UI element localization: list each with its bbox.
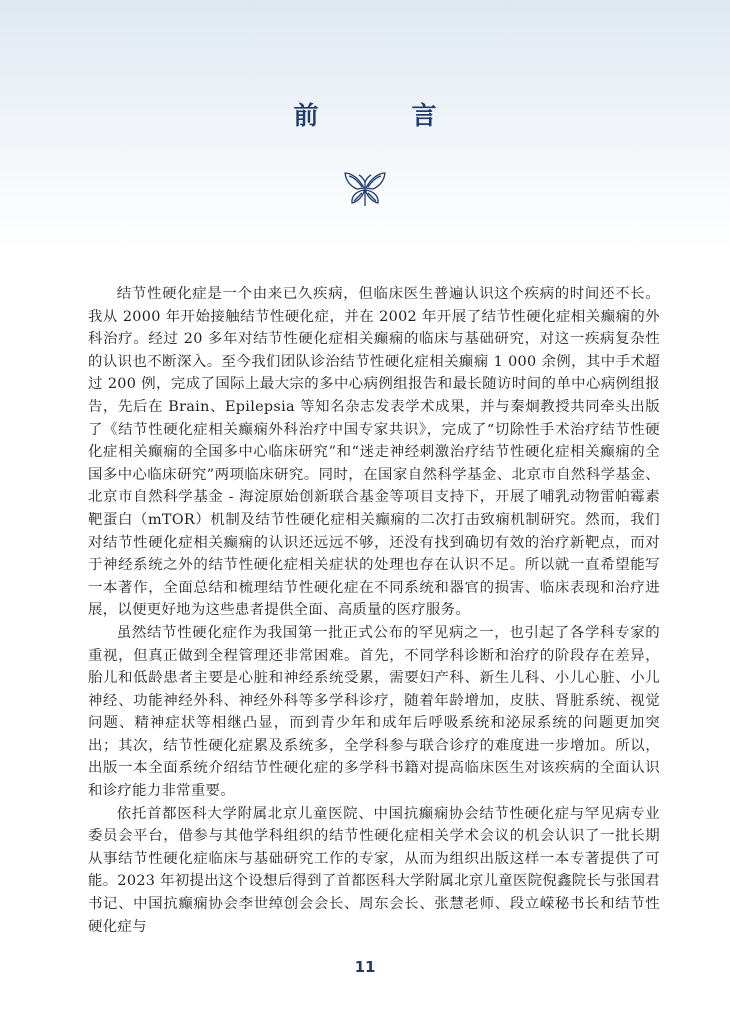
page-title: 前 言 — [293, 101, 471, 130]
paragraph: 虽然结节性硬化症作为我国第一批正式公布的罕见病之一，也引起了各学科专家的重视，但真正做到全程管理还非常困难。首先，不同学科诊断和治疗的阶段存在差异，胎儿和低龄患者主要是心脏和神经系统受累，需要妇产科、新生儿科、小儿心脏、小儿神经、功能神经外科、神经外科等多学科诊疗，随着年龄增加，皮肤、肾脏系统、视觉问题、精神症状等相继凸显，而到青少年和成年后呼吸系统和泌尿系统的问题更加突出；其次，结节性硬化症累及系统多，全学科参与联合诊疗的难度进一步增加。所以，出版一本全面系统介绍结节性硬化症的多学科书籍对提高临床医生对该疾病的全面认识和诊疗能力非常重要。 — [88, 624, 660, 800]
page-number: 11 — [354, 958, 376, 976]
paragraph: 结节性硬化症是一个由来已久疾病，但临床医生普遍认识这个疾病的时间还不长。我从 2000 年开始接触结节性硬化症，并在 2002 年开展了结节性硬化症相关癫痫的外科治疗。经过 20 多年对结节性硬化症相关癫痫的临床与基础研究，对这一疾病复杂性的认识也不断深入。至今我们团队诊治结节性硬化症相关癫痫 1 000 余例，其中手术超过 200 例，完成了国际上最大宗的多中心病例组报告和最长随访时间的单中心病例组报告，先后在 Brain、Epilepsia 等知名杂志发表学术成果，并与秦炯教授共同牵头出版了《结节性硬化症相关癫痫外科治疗中国专家共识》，完成了“切除性手术治疗结节性硬化症相关癫痫的全国多中心临床研究”和“迷走神经刺激治疗结节性硬化症相关癫痫的全国多中心临床研究”两项临床研究。同时，在国家自然科学基金、北京市自然科学基金、北京市自然科学基金 - 海淀原始创新联合基金等项目支持下，开展了哺乳动物雷帕霉素靶蛋白（mTOR）机制及结节性硬化症相关癫痫的二次打击致痫机制研究。然而，我们对结节性硬化症相关癫痫的认识还远远不够，还没有找到确切有效的治疗新靶点，而对于神经系统之外的结节性硬化症相关症状的处理也存在认识不足。所以就一直希望能写一本著作，全面总结和梳理结节性硬化症在不同系统和器官的损害、临床表现和治疗进展，以便更好地为这些患者提供全面、高质量的医疗服务。 — [88, 286, 660, 619]
preface-body — [88, 283, 660, 938]
paragraph: 依托首都医科大学附属北京儿童医院、中国抗癫痫协会结节性硬化症与罕见病专业委员会平台，借参与其他学科组织的结节性硬化症相关学术会议的机会认识了一批长期从事结节性硬化症临床与基础研究工作的专家，从而为组织出版这样一本专著提供了可能。2023 年初提出这个设想后得到了首都医科大学附属北京儿童医院倪鑫院长与张国君书记、中国抗癫痫协会李世绰创会会长、周东会长、张慧老师、段立嵘秘书长和结节性硬化症与 — [88, 805, 660, 935]
butterfly-icon — [343, 170, 387, 210]
